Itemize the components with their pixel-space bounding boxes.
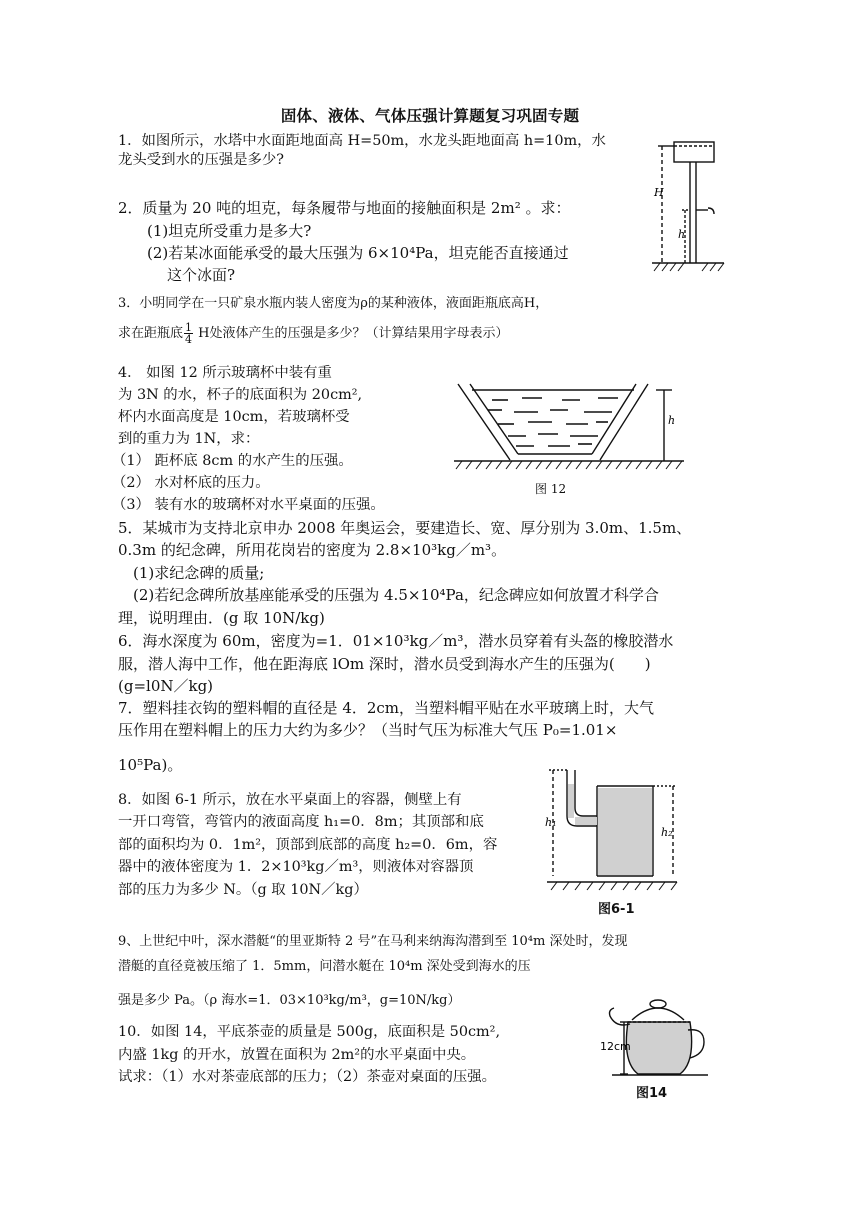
- q8-line-1: 8．如图 6-1 所示，放在水平桌面上的容器，侧壁上有: [118, 792, 462, 808]
- q10-line-2: 内盛 1kg 的开水，放置在面积为 2m²的水平桌面中央。: [118, 1047, 476, 1063]
- q4-line-2: 为 3N 的水，杯子的底面积为 20cm²,: [118, 387, 363, 403]
- q3-line-2-prefix: 求在距瓶底: [118, 326, 184, 341]
- q10-line-1: 10．如图 14，平底茶壶的质量是 500g，底面积是 50cm²,: [118, 1024, 501, 1040]
- q9-line-1: 9、上世纪中叶，深水潜艇“的里亚斯特 2 号”在马利来纳海沟潜到至 10⁴m 深处时，发现: [118, 934, 628, 949]
- q8-line-3: 部的面积均为 0．1m²，顶部到底部的高度 h₂=0．6m，容: [118, 837, 498, 853]
- q6-line-1: 6．海水深度为 60m，密度为=1．01×10³kg／m³，潜水员穿着有头盔的橡胶潜水: [118, 632, 674, 650]
- glass-cup-figure: [452, 380, 692, 470]
- fraction-numerator: 1: [185, 321, 193, 334]
- container-figure: [545, 764, 691, 894]
- q2-line-2: (1)坦克所受重力是多大?: [147, 222, 312, 240]
- figure-6-1-caption: 图6-1: [598, 902, 635, 917]
- page-title: 固体、液体、气体压强计算题复习巩固专题: [280, 106, 580, 125]
- q2-line-3: (2)若某冰面能承受的最大压强为 6×10⁴Pa，坦克能否直接通过: [147, 244, 569, 262]
- q5-line-4: (2)若纪念碑所放基座能承受的压强为 4.5×10⁴Pa，纪念碑应如何放置才科学合: [133, 586, 659, 604]
- cup-label-h: h: [668, 414, 676, 427]
- q8-line-4: 器中的液体密度为 1．2×10³kg／m³，则液体对容器顶: [118, 859, 474, 875]
- q10-line-3: 试求：（1）水对茶壶底部的压力；（2）茶壶对桌面的压强。: [118, 1069, 497, 1085]
- q8-line-5: 部的压力为多少 N。（g 取 10N／kg）: [118, 882, 368, 898]
- q5-line-1: 5．某城市为支持北京申办 2008 年奥运会，要建造长、宽、厚分别为 3.0m、1.5m、: [118, 519, 692, 537]
- q4-line-5: （1） 距杯底 8cm 的水产生的压强。: [112, 453, 353, 469]
- q3-line-2-suffix: H处液体产生的压强是多少？（计算结果用字母表示）: [194, 326, 509, 341]
- q5-line-3: (1)求纪念碑的质量;: [133, 564, 265, 582]
- q5-line-2: 0.3m 的纪念碑，所用花岗岩的密度为 2.8×10³kg／m³。: [118, 541, 507, 559]
- q7-line-2: 压作用在塑料帽上的压力大约为多少？（当时气压为标准大气压 P₀=1.01×: [118, 721, 618, 739]
- q2-line-4: 这个冰面?: [167, 266, 236, 284]
- q3-line-1: 3．小明同学在一只矿泉水瓶内装人密度为ρ的某种液体，液面距瓶底高H，: [118, 296, 549, 311]
- figure-12-caption: 图 12: [535, 482, 567, 496]
- q3-line-2: [118, 322, 509, 345]
- q1-line-2: 龙头受到水的压强是多少?: [118, 152, 285, 168]
- q4-line-1: 4． 如图 12 所示玻璃杯中装有重: [118, 365, 332, 381]
- q2-line-1: 2．质量为 20 吨的坦克，每条履带与地面的接触面积是 2m² 。求：: [118, 199, 571, 217]
- q7-line-3: 10⁵Pa)。: [118, 756, 183, 774]
- q5-line-5: 理，说明理由．(g 取 10N/kg): [118, 609, 325, 627]
- container-label-h1: h₁: [545, 816, 557, 829]
- water-tower-figure: [648, 138, 728, 280]
- q6-line-2: 服，潜人海中工作，他在距海底 lOm 深时，潜水员受到海水产生的压强为( ): [118, 655, 651, 673]
- q9-line-2: 潜艇的直径竟被压缩了 1．5mm，问潜水艇在 10⁴m 深处受到海水的压: [118, 959, 531, 974]
- q4-line-7: （3） 装有水的玻璃杯对水平桌面的压强。: [112, 497, 385, 513]
- q1-line-1: 1．如图所示，水塔中水面距地面高 H=50m，水龙头距地面高 h=10m，水: [118, 133, 606, 149]
- q4-line-4: 到的重力为 1N，求：: [118, 431, 260, 447]
- q4-line-3: 杯内水面高度是 10cm，若玻璃杯受: [118, 409, 350, 425]
- container-label-h2: h₂: [661, 826, 673, 839]
- q4-line-6: （2） 水对杯底的压力。: [112, 475, 270, 491]
- figure-14-caption: 图14: [636, 1086, 668, 1101]
- q9-line-3: 强是多少 Pa。（ρ 海水=1．03×10³kg/m³，g=10N/kg）: [118, 993, 461, 1008]
- fraction-denominator: 4: [185, 333, 193, 346]
- q8-line-2: 一开口弯管，弯管内的液面高度 h₁=0．8m；其顶部和底: [118, 814, 484, 830]
- teapot-figure: [598, 990, 718, 1082]
- q7-line-1: 7．塑料挂衣钩的塑料帽的直径是 4．2cm，当塑料帽平贴在水平玻璃上时，大气: [118, 699, 655, 717]
- fraction-one-quarter: [184, 322, 193, 345]
- tower-label-h: h: [678, 228, 686, 241]
- teapot-label-height: 12cm: [600, 1040, 631, 1053]
- tower-label-H: H: [654, 186, 664, 199]
- q6-line-3: (g=l0N／kg): [118, 677, 214, 695]
